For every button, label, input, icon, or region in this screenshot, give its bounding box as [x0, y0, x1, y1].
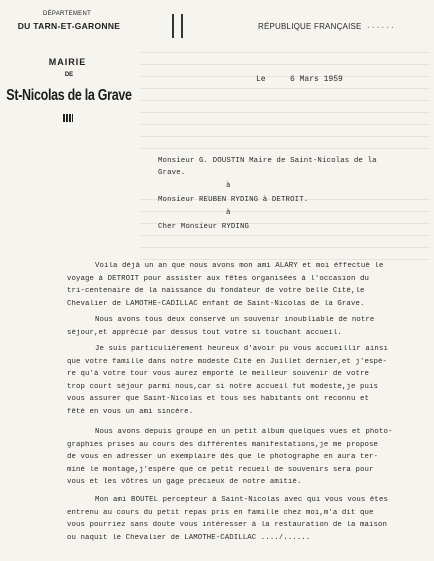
a-line-1: à — [226, 182, 231, 190]
department-label: DÉPARTEMENT — [42, 11, 92, 17]
text-line: re qu'à votre tour vous aurez emporté le meilleur souvenir de votre — [67, 370, 369, 379]
text-line: vous et les vôtres un gage précieux de notre amitié. — [67, 478, 302, 487]
text-line: de vous en adresser un exemplaire dès que le photographe en aura ter- — [67, 453, 378, 462]
text-line: séjour,et apprécié par dessus tout votre si touchant accueil. — [67, 328, 342, 337]
fold-mark — [181, 14, 183, 38]
republic-dots: ...... — [366, 22, 395, 31]
paragraph-2 — [67, 316, 417, 341]
text-line: ou naquit le Chevalier de LAMOTHE-CADILLAC ..../...... — [67, 533, 311, 542]
paragraph-3 — [67, 345, 417, 421]
date-prefix: Le — [256, 75, 266, 84]
paragraph-4 — [67, 428, 417, 491]
show-through-lines — [140, 52, 430, 252]
paragraph-5 — [67, 496, 417, 546]
town-name: St-Nicolas de la Grave — [6, 86, 132, 104]
date-value: 6 Mars 1959 — [290, 75, 343, 84]
republic-label: RÉPUBLIQUE FRANÇAISE — [258, 22, 362, 31]
text-line: Nous avons depuis groupé en un petit album quelques vues et photo- — [95, 428, 393, 436]
text-line: Nous avons tous deux conservé un souvenir inoubliable de notre — [95, 316, 375, 324]
text-line: Voila déjà un an que nous avons mon ami ALARY et moi éffectué le — [95, 262, 384, 270]
sender-line-2: Grave. — [158, 169, 186, 177]
de-label: DE — [64, 72, 74, 78]
fold-mark — [172, 14, 174, 38]
sender-line-1: Monsieur G. DOUSTIN Maire de Saint-Nicolas de la — [158, 157, 377, 165]
mairie-label: MAIRIE — [48, 57, 87, 67]
text-line: fêté en vous un ami sincère. — [67, 407, 194, 416]
text-line: Chevalier de LAMOTHE-CADILLAC enfant de Saint-Nicolas de la Grave. — [67, 299, 365, 308]
text-line: miné le montage,j'espère que ce petit recueil de souvenirs sera pour — [67, 465, 374, 474]
text-line: entrenu au cours du petit repas pris en famille chez moi,m'a dit que — [67, 508, 374, 517]
text-line: graphies prises au cours des différentes manifestations,je me propose — [67, 440, 378, 449]
a-line-2: à — [226, 209, 231, 217]
paragraph-1 — [67, 262, 417, 312]
text-line: Je suis particulièrement heureux d'avoir pu vous accueillir ainsi — [95, 345, 388, 353]
text-line: vous pourriez sans doute vous intéresser à la restauration de la maison — [67, 521, 387, 530]
text-line: tri-centenaire de la naissance du fondateur de votre belle Cité,le — [67, 287, 365, 296]
department-name: DU TARN-ET-GARONNE — [17, 21, 121, 31]
text-line: vous assurer que Saint-Nicolas et tous ses habitants ont reconnu et — [67, 395, 369, 404]
crest-icon — [63, 114, 73, 122]
text-line: que votre famille dans notre modeste Cité en Juillet dernier,et j'espè- — [67, 357, 387, 366]
text-line: Mon ami BOUTEL percepteur à Saint-Nicolas avec qui vous vous êtes — [95, 496, 388, 504]
recipient-line: Monsieur REUBEN RYDING à DETROIT. — [158, 196, 309, 204]
text-line: voyage à DETROIT pour assister aux fêtes organisées à l'occasion du — [67, 274, 369, 283]
salutation: Cher Monsieur RYDING — [158, 223, 250, 231]
text-line: trop court séjour parmi nous,car si notre accueil fut modeste,je puis — [67, 382, 378, 391]
